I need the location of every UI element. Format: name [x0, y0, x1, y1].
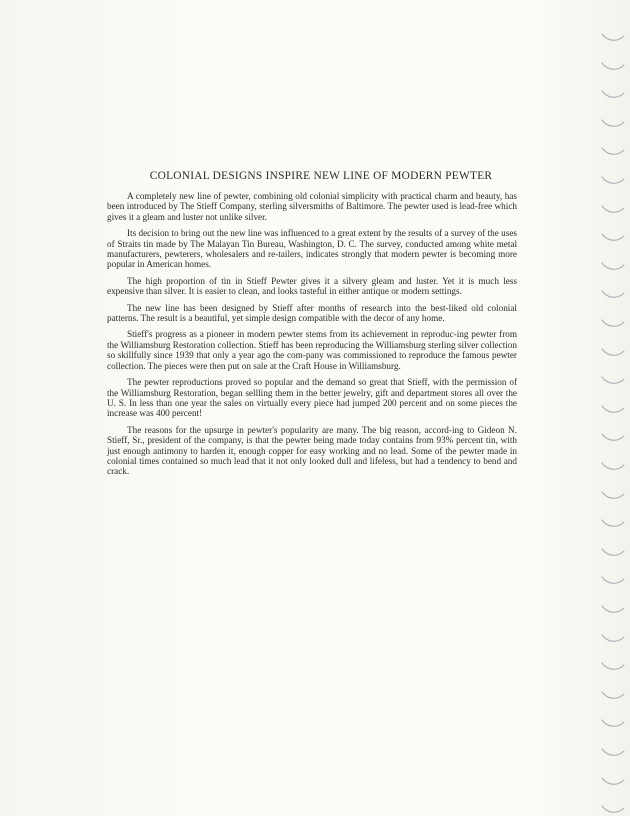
binder-hole-mark	[600, 87, 626, 101]
binder-hole-mark	[600, 144, 626, 158]
binder-hole-mark	[600, 202, 626, 216]
binder-hole-mark	[600, 573, 626, 587]
binder-hole-mark	[600, 516, 626, 530]
binder-hole-mark	[600, 116, 626, 130]
paragraph-4: The new line has been designed by Stieff after months of research into the best-liked old colonial patterns. The result is a beautiful, yet simple design compatible with the decor of any home.	[107, 302, 517, 324]
article-title: COLONIAL DESIGNS INSPIRE NEW LINE OF MODERN PEWTER	[149, 170, 493, 182]
binder-hole-mark	[600, 287, 626, 301]
binder-hole-mark	[600, 631, 626, 645]
binder-hole-mark	[600, 373, 626, 387]
binder-hole-mark	[600, 430, 626, 444]
binder-hole-mark	[600, 345, 626, 359]
article	[107, 170, 517, 483]
binder-hole-mark	[600, 716, 626, 730]
binder-hole-mark	[600, 774, 626, 788]
binder-hole-mark	[600, 230, 626, 244]
binder-hole-mark	[600, 402, 626, 416]
paragraph-3: The high proportion of tin in Stieff Pewter gives it a silvery gleam and luster. Yet it is much less expensive than silver. It is easier to clean, and looks tasteful in either antique or modern settings.	[107, 275, 517, 297]
binder-hole-mark	[600, 488, 626, 502]
binder-hole-mark	[600, 459, 626, 473]
binder-hole-mark	[600, 802, 626, 816]
binder-hole-mark	[600, 688, 626, 702]
paragraph-1: A completely new line of pewter, combining old colonial simplicity with practical charm and beauty, has been introduced by The Stieff Company, sterling silversmiths of Baltimore. The pewter used is lead-free which gives it a gleam and luster not unlike silver.	[107, 191, 517, 222]
binder-hole-mark	[600, 745, 626, 759]
binder-hole-mark	[600, 545, 626, 559]
binder-hole-mark	[600, 602, 626, 616]
binder-hole-mark	[600, 173, 626, 187]
binder-hole-mark	[600, 316, 626, 330]
paragraph-6: The pewter reproductions proved so popular and the demand so great that Stieff, with the permission of the Williamsburg Restoration, began sellling them in the better jewelry, gift and department stores all over the U. S. In less than one year the sales on virtually every piece had jumped 200 percent and on some pieces the increase was 400 percent!	[107, 377, 517, 419]
paragraph-2: Its decision to bring out the new line was influenced to a great extent by the results of a survey of the uses of Straits tin made by The Malayan Tin Bureau, Washington, D. C. The survey, conducted among white metal manufacturers, pewterers, wholesalers and re-tailers, indicates strongly that modern pewter is becoming more popular in American homes.	[107, 228, 517, 270]
paragraph-5: Stieff's progress as a pioneer in modern pewter stems from its achievement in reproduc-ing pewter from the Williamsburg Restoration collection. Stieff has been reproducing the Williamsburg sterling silver collection so skillfully since 1939 that only a year ago the com-pany was commissioned to reproduce the famous pewter collection. The pieces were then put on sale at the Craft House in Williamsburg.	[107, 329, 517, 371]
binder-hole-mark	[600, 59, 626, 73]
binder-hole-mark	[600, 659, 626, 673]
binder-hole-strip	[590, 0, 630, 816]
binder-hole-mark	[600, 30, 626, 44]
paragraph-7: The reasons for the upsurge in pewter's popularity are many. The big reason, accord-ing to Gideon N. Stieff, Sr., president of the company, is that the pewter being made today contains from 93% percent tin, with just enough antimony to harden it, enough copper for easy working and no lead. Some of the pewter made in colonial times contained so much lead that it not only looked dull and lifeless, but had a tendency to bend and crack.	[107, 424, 517, 477]
binder-hole-mark	[600, 259, 626, 273]
